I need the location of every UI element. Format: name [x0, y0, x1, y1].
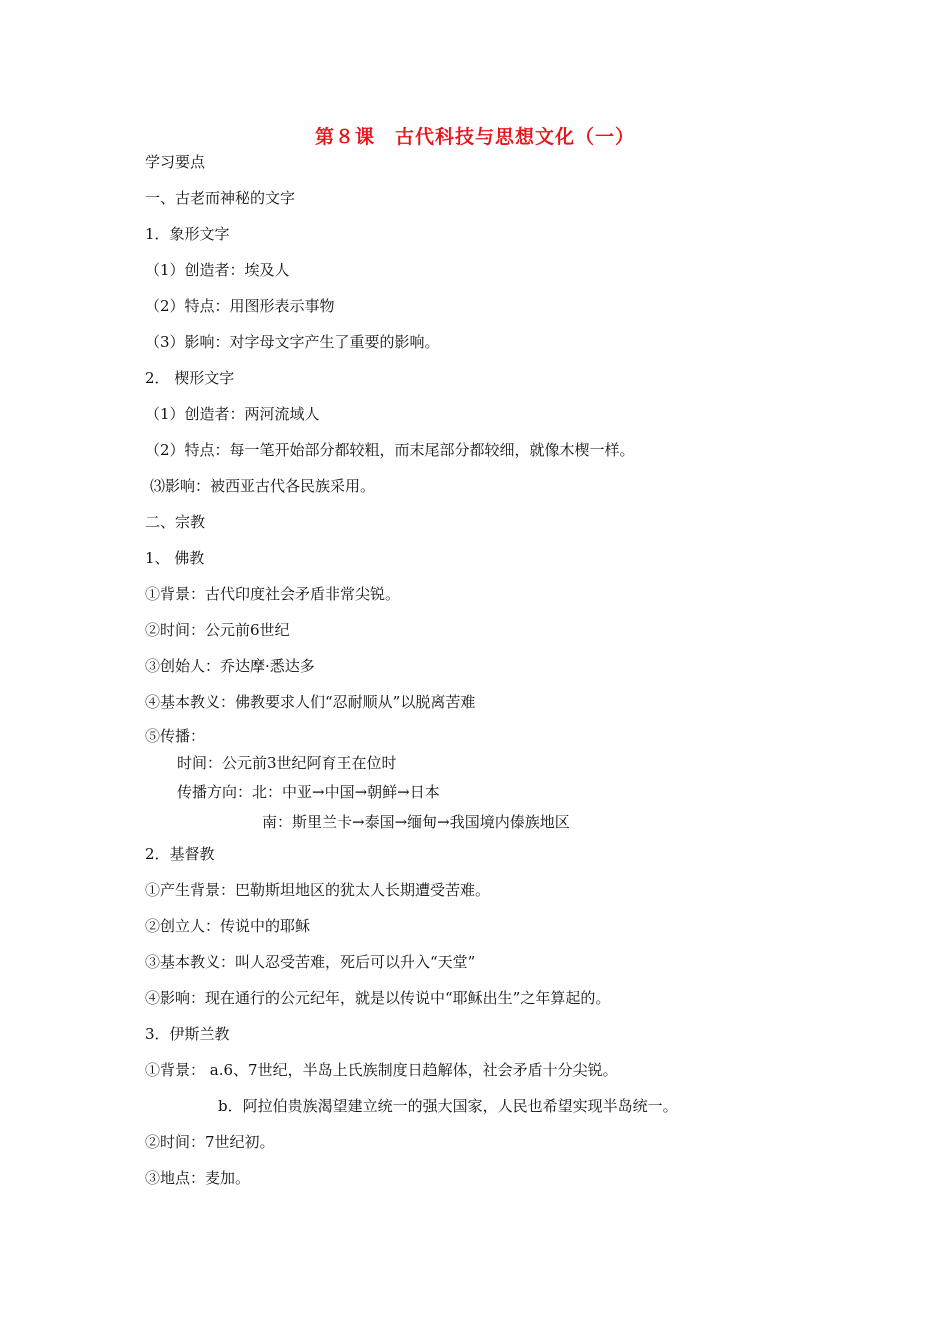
page-title: 第８课 古代科技与思想文化（一） — [314, 126, 635, 148]
text-line: 时间：公元前3世纪阿育王在位时 — [177, 754, 397, 772]
text-line: 传播方向：北：中亚→中国→朝鲜→日本 — [177, 783, 440, 801]
text-line: ③基本教义：叫人忍受苦难，死后可以升入“天堂” — [145, 953, 476, 971]
text-line: （1）创造者：埃及人 — [145, 261, 290, 279]
text-line: ①产生背景：巴勒斯坦地区的犹太人长期遭受苦难。 — [145, 881, 491, 899]
section-heading: 二、宗教 — [145, 513, 206, 531]
text-line: b．阿拉伯贵族渴望建立统一的强大国家，人民也希望实现半岛统一。 — [218, 1097, 678, 1115]
text-line: ⑤传播： — [145, 727, 206, 745]
text-line: ②创立人：传说中的耶稣 — [145, 917, 311, 935]
text-line: ③创始人：乔达摩·悉达多 — [145, 657, 315, 675]
text-line: ④基本教义：佛教要求人们“忍耐顺从”以脱离苦难 — [145, 693, 476, 711]
subsection-heading: 3．伊斯兰教 — [145, 1025, 230, 1043]
text-line: ②时间：7世纪初。 — [145, 1133, 275, 1151]
text-line: ⑶影响：被西亚古代各民族采用。 — [150, 477, 376, 495]
subsection-heading: 2． 楔形文字 — [145, 369, 235, 387]
section-heading: 学习要点 — [145, 153, 206, 171]
text-line: （3）影响：对字母文字产生了重要的影响。 — [145, 333, 440, 351]
text-line: ④影响：现在通行的公元纪年，就是以传说中“耶稣出生”之年算起的。 — [145, 989, 611, 1007]
section-heading: 一、古老而神秘的文字 — [145, 189, 296, 207]
text-line: （2）特点：每一笔开始部分都较粗，而末尾部分都较细，就像木楔一样。 — [145, 441, 635, 459]
subsection-heading: 1．象形文字 — [145, 225, 230, 243]
text-line: ①背景：古代印度社会矛盾非常尖锐。 — [145, 585, 401, 603]
text-line: ③地点：麦加。 — [145, 1169, 251, 1187]
text-line: ①背景： a.6、7世纪，半岛上氏族制度日趋解体，社会矛盾十分尖锐。 — [145, 1061, 618, 1079]
text-line: （1）创造者：两河流域人 — [145, 405, 320, 423]
subsection-heading: 1、 佛教 — [145, 549, 205, 567]
subsection-heading: 2．基督教 — [145, 845, 215, 863]
text-line: （2）特点：用图形表示事物 — [145, 297, 335, 315]
text-line: ②时间：公元前6世纪 — [145, 621, 290, 639]
text-line: 南：斯里兰卡→泰国→缅甸→我国境内傣族地区 — [262, 813, 570, 831]
